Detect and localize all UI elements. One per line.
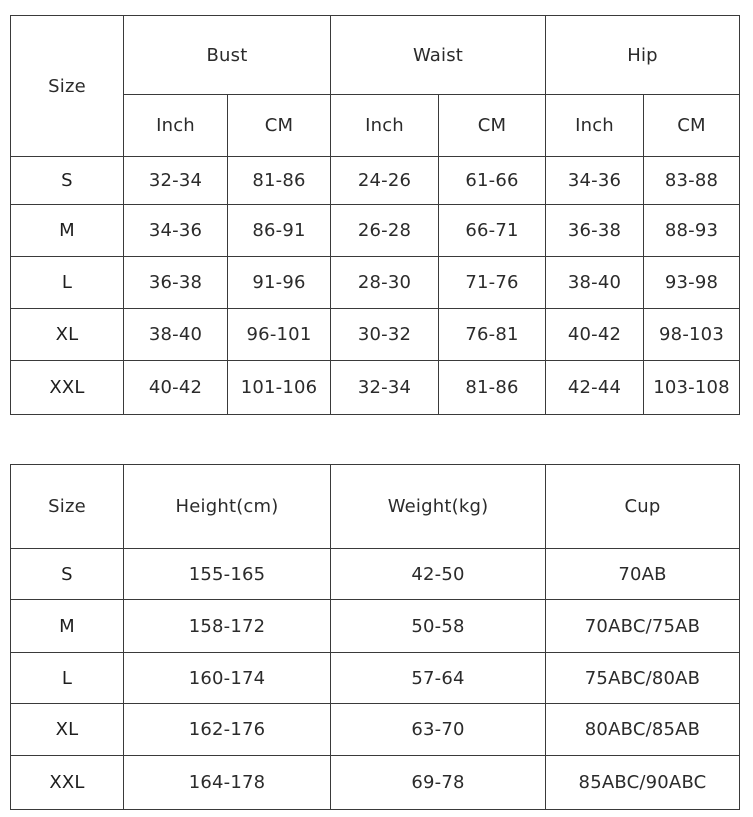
height-cell: 155-165 bbox=[124, 549, 331, 600]
waist-inch-header: Inch bbox=[331, 95, 439, 157]
cup-cell: 85ABC/90ABC bbox=[546, 756, 740, 810]
weight-cell: 57-64 bbox=[331, 653, 546, 704]
hip-cm-cell: 83-88 bbox=[644, 157, 740, 205]
bust-cm-cell: 81-86 bbox=[228, 157, 331, 205]
hip-inch-cell: 38-40 bbox=[546, 257, 644, 309]
table-row bbox=[11, 361, 740, 415]
table-row bbox=[11, 257, 740, 309]
size-cell: XL bbox=[11, 704, 124, 756]
waist-cm-cell: 71-76 bbox=[439, 257, 546, 309]
height-cell: 158-172 bbox=[124, 600, 331, 653]
table-row bbox=[11, 653, 740, 704]
waist-inch-cell: 24-26 bbox=[331, 157, 439, 205]
weight-cell: 42-50 bbox=[331, 549, 546, 600]
waist-inch-cell: 26-28 bbox=[331, 205, 439, 257]
measurements-size-table bbox=[10, 15, 740, 415]
bust-cm-cell: 86-91 bbox=[228, 205, 331, 257]
size-cell: XXL bbox=[11, 756, 124, 810]
waist-cm-cell: 66-71 bbox=[439, 205, 546, 257]
waist-cm-cell: 76-81 bbox=[439, 309, 546, 361]
fit-header-row bbox=[11, 465, 740, 549]
size-cell: M bbox=[11, 205, 124, 257]
cup-cell: 75ABC/80AB bbox=[546, 653, 740, 704]
bust-inch-header: Inch bbox=[124, 95, 228, 157]
size-cell: L bbox=[11, 653, 124, 704]
hip-inch-header: Inch bbox=[546, 95, 644, 157]
height-cell: 162-176 bbox=[124, 704, 331, 756]
waist-cm-cell: 61-66 bbox=[439, 157, 546, 205]
fit-size-table bbox=[10, 464, 740, 810]
weight-cell: 69-78 bbox=[331, 756, 546, 810]
height-cell: 160-174 bbox=[124, 653, 331, 704]
table-row bbox=[11, 756, 740, 810]
table-row bbox=[11, 600, 740, 653]
bust-inch-cell: 36-38 bbox=[124, 257, 228, 309]
bust-cm-header: CM bbox=[228, 95, 331, 157]
size-column-header: Size bbox=[11, 465, 124, 549]
hip-cm-cell: 93-98 bbox=[644, 257, 740, 309]
waist-inch-cell: 30-32 bbox=[331, 309, 439, 361]
bust-cm-cell: 91-96 bbox=[228, 257, 331, 309]
bust-group-header: Bust bbox=[124, 16, 331, 95]
bust-inch-cell: 32-34 bbox=[124, 157, 228, 205]
cup-cell: 70AB bbox=[546, 549, 740, 600]
bust-inch-cell: 40-42 bbox=[124, 361, 228, 415]
weight-cell: 63-70 bbox=[331, 704, 546, 756]
size-cell: S bbox=[11, 157, 124, 205]
cup-cell: 70ABC/75AB bbox=[546, 600, 740, 653]
weight-cell: 50-58 bbox=[331, 600, 546, 653]
height-column-header: Height(cm) bbox=[124, 465, 331, 549]
table-row bbox=[11, 205, 740, 257]
size-cell: L bbox=[11, 257, 124, 309]
measurements-group-header-row bbox=[11, 16, 740, 95]
table-row bbox=[11, 704, 740, 756]
bust-inch-cell: 38-40 bbox=[124, 309, 228, 361]
hip-cm-cell: 98-103 bbox=[644, 309, 740, 361]
hip-inch-cell: 36-38 bbox=[546, 205, 644, 257]
size-cell: M bbox=[11, 600, 124, 653]
waist-inch-cell: 28-30 bbox=[331, 257, 439, 309]
hip-inch-cell: 40-42 bbox=[546, 309, 644, 361]
bust-cm-cell: 101-106 bbox=[228, 361, 331, 415]
waist-cm-header: CM bbox=[439, 95, 546, 157]
cup-column-header: Cup bbox=[546, 465, 740, 549]
waist-group-header: Waist bbox=[331, 16, 546, 95]
hip-cm-cell: 103-108 bbox=[644, 361, 740, 415]
hip-group-header: Hip bbox=[546, 16, 740, 95]
weight-column-header: Weight(kg) bbox=[331, 465, 546, 549]
table-row bbox=[11, 157, 740, 205]
height-cell: 164-178 bbox=[124, 756, 331, 810]
hip-inch-cell: 42-44 bbox=[546, 361, 644, 415]
waist-cm-cell: 81-86 bbox=[439, 361, 546, 415]
table-row bbox=[11, 549, 740, 600]
size-column-header: Size bbox=[11, 16, 124, 157]
cup-cell: 80ABC/85AB bbox=[546, 704, 740, 756]
hip-inch-cell: 34-36 bbox=[546, 157, 644, 205]
size-cell: S bbox=[11, 549, 124, 600]
hip-cm-header: CM bbox=[644, 95, 740, 157]
table-row bbox=[11, 309, 740, 361]
size-cell: XL bbox=[11, 309, 124, 361]
size-cell: XXL bbox=[11, 361, 124, 415]
bust-inch-cell: 34-36 bbox=[124, 205, 228, 257]
bust-cm-cell: 96-101 bbox=[228, 309, 331, 361]
hip-cm-cell: 88-93 bbox=[644, 205, 740, 257]
waist-inch-cell: 32-34 bbox=[331, 361, 439, 415]
